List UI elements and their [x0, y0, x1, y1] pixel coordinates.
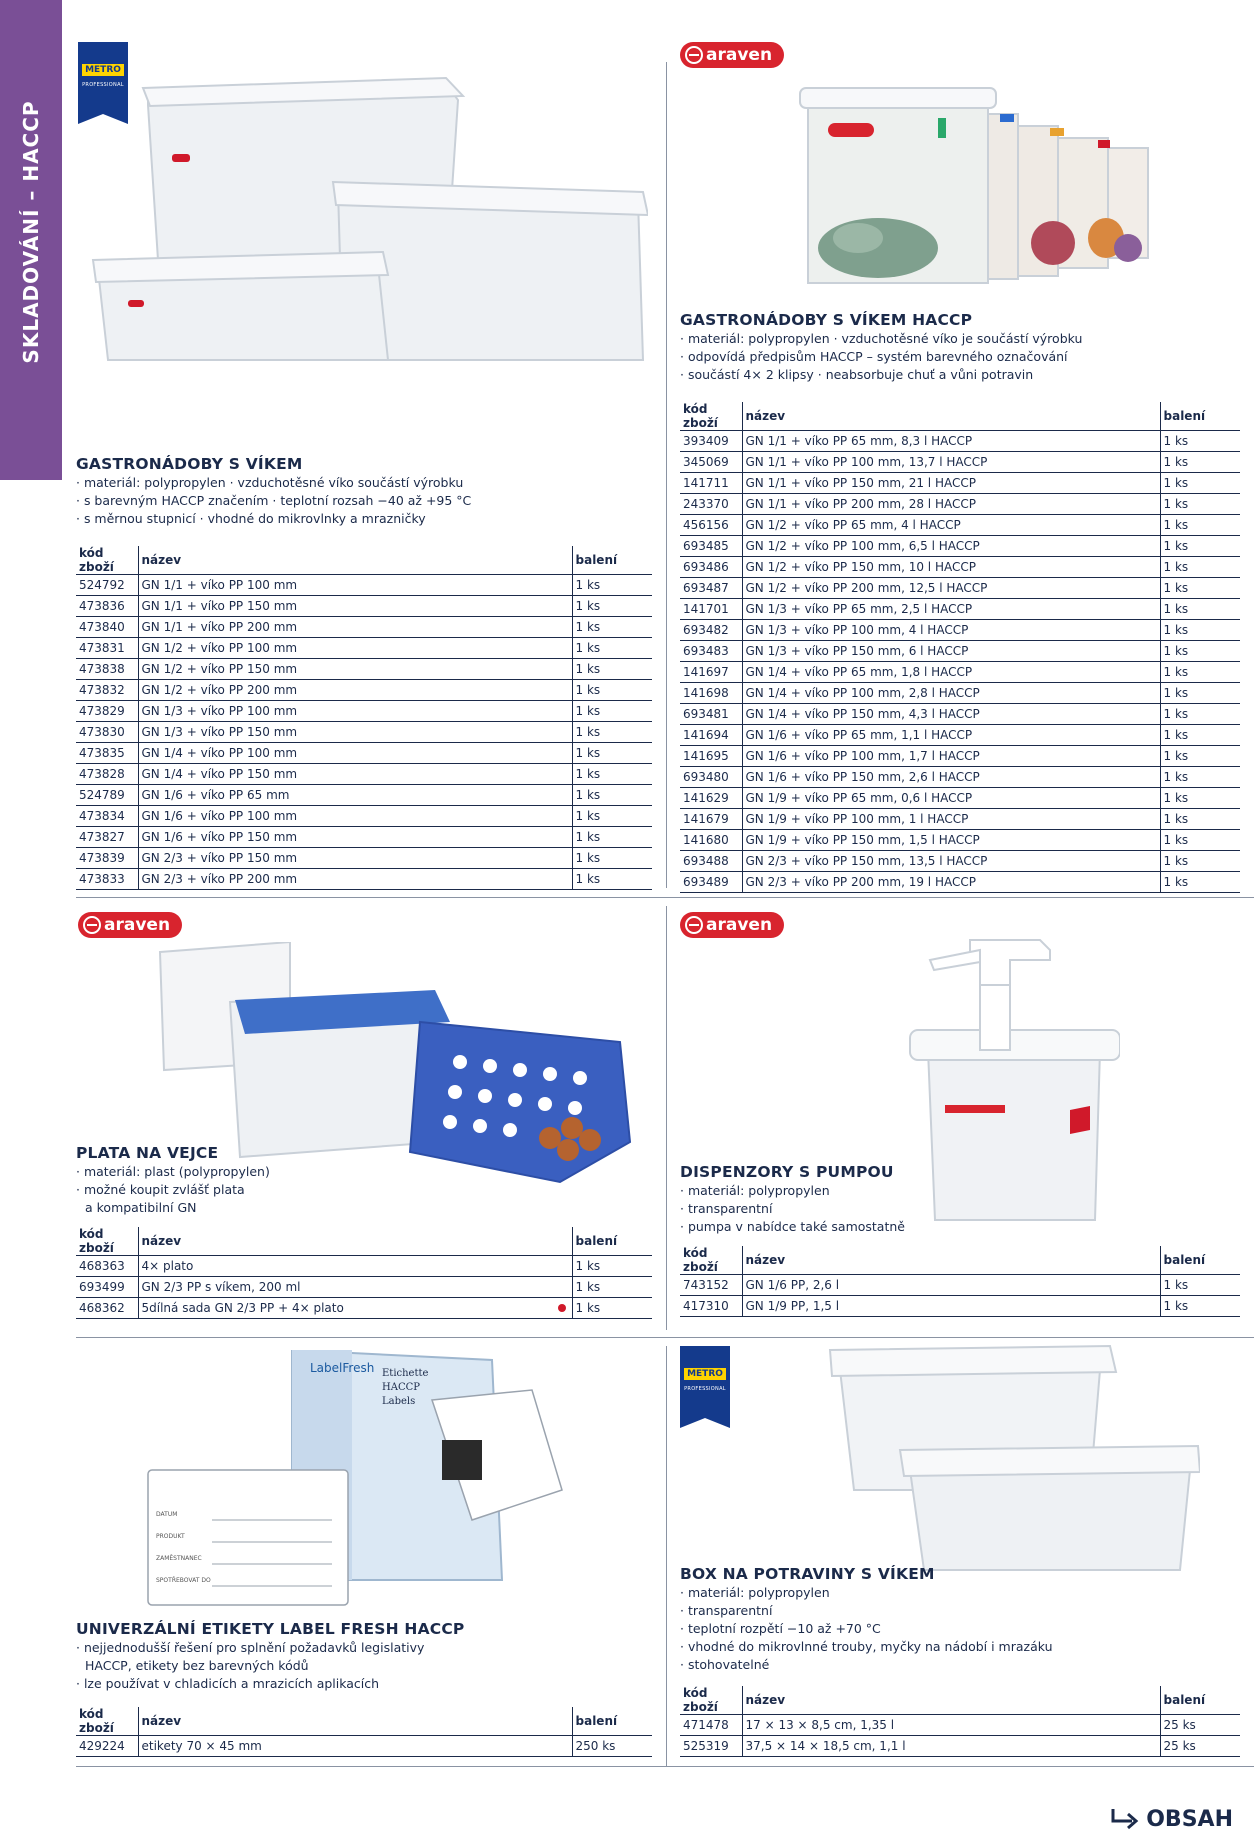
- product-name: etikety 70 × 45 mm: [138, 1736, 572, 1757]
- section-tab[interactable]: [0, 0, 62, 480]
- product-name: GN 1/1 + víko PP 200 mm, 28 l HACCP: [742, 494, 1160, 515]
- section-gastro-lid: [76, 455, 652, 890]
- section-pump-dispensers: [680, 1163, 1240, 1317]
- product-packaging: 1 ks: [572, 659, 652, 680]
- feature-line: · s měrnou stupnicí · vhodné do mikrovlnky a mrazničky: [76, 511, 426, 526]
- table-row: [680, 683, 1240, 704]
- product-code: 473829: [76, 701, 138, 722]
- product-code: 471478: [680, 1715, 742, 1736]
- araven-logo: araven: [680, 912, 784, 938]
- product-code: 473836: [76, 596, 138, 617]
- table-row: [680, 599, 1240, 620]
- product-code: 141697: [680, 662, 742, 683]
- product-code: 693482: [680, 620, 742, 641]
- column-header: balení: [572, 1707, 652, 1736]
- table-row: [680, 830, 1240, 851]
- feature-line: · lze používat v chladicích a mrazicích aplikacích: [76, 1676, 380, 1691]
- product-code: 473833: [76, 869, 138, 890]
- product-packaging: 250 ks: [572, 1736, 652, 1757]
- product-packaging: 1 ks: [1160, 452, 1240, 473]
- metro-logo-subtext: PROFESSIONAL: [684, 1386, 726, 1392]
- product-packaging: 25 ks: [1160, 1736, 1240, 1757]
- product-packaging: 1 ks: [572, 638, 652, 659]
- product-name: GN 1/2 + víko PP 200 mm: [138, 680, 572, 701]
- product-name: GN 1/6 + víko PP 150 mm: [138, 827, 572, 848]
- product-name: GN 1/3 + víko PP 150 mm: [138, 722, 572, 743]
- feature-line: a kompatibilní GN: [85, 1200, 197, 1215]
- column-header: název: [138, 1227, 552, 1256]
- metro-professional-logo: [680, 1346, 730, 1418]
- section-title: BOX NA POTRAVINY S VÍKEM: [680, 1565, 935, 1583]
- product-code: 525319: [680, 1736, 742, 1757]
- product-name: GN 2/3 + víko PP 150 mm, 13,5 l HACCP: [742, 851, 1160, 872]
- section-tab-label: SKLADOVÁNÍ – HACCP: [19, 100, 43, 364]
- feature-line: · materiál: polypropylen: [680, 1585, 830, 1600]
- product-table: [76, 546, 652, 890]
- product-code: 468362: [76, 1298, 138, 1319]
- product-code: 243370: [680, 494, 742, 515]
- product-packaging: 1 ks: [572, 764, 652, 785]
- product-packaging: 1 ks: [572, 1298, 652, 1319]
- labelfresh-product-image: [142, 1350, 642, 1610]
- product-packaging: 1 ks: [572, 827, 652, 848]
- product-name: GN 1/6 + víko PP 65 mm: [138, 785, 572, 806]
- product-code: 141680: [680, 830, 742, 851]
- product-code: 693486: [680, 557, 742, 578]
- column-header: balení: [1160, 402, 1240, 431]
- label-card-field: PRODUKT: [156, 1533, 185, 1540]
- product-code: 141698: [680, 683, 742, 704]
- product-code: 141711: [680, 473, 742, 494]
- feature-line: · nejjednodušší řešení pro splnění požadavků legislativy: [76, 1640, 425, 1655]
- labelfresh-box-title: Etichette: [382, 1368, 429, 1379]
- product-name: GN 1/9 PP, 1,5 l: [742, 1296, 1160, 1317]
- column-header: název: [742, 1686, 1160, 1715]
- product-code: 473831: [76, 638, 138, 659]
- product-packaging: 1 ks: [1160, 620, 1240, 641]
- column-header: kód zboží: [680, 1246, 742, 1275]
- contents-link-label: OBSAH: [1146, 1806, 1233, 1832]
- contents-link[interactable]: [1110, 1806, 1233, 1832]
- product-name: GN 1/1 + víko PP 65 mm, 8,3 l HACCP: [742, 431, 1160, 452]
- product-code: 141694: [680, 725, 742, 746]
- table-row: [680, 473, 1240, 494]
- product-name: GN 2/3 + víko PP 200 mm, 19 l HACCP: [742, 872, 1160, 893]
- product-name: GN 1/3 + víko PP 150 mm, 6 l HACCP: [742, 641, 1160, 662]
- product-code: 524792: [76, 575, 138, 596]
- column-header: název: [138, 546, 572, 575]
- product-name: GN 1/6 + víko PP 65 mm, 1,1 l HACCP: [742, 725, 1160, 746]
- table-row: [76, 680, 652, 701]
- product-code: 468363: [76, 1256, 138, 1277]
- product-code: 693489: [680, 872, 742, 893]
- product-packaging: 1 ks: [1160, 683, 1240, 704]
- product-name: GN 2/3 + víko PP 150 mm: [138, 848, 572, 869]
- red-dot-icon: [558, 1304, 566, 1312]
- table-row: [76, 659, 652, 680]
- table-row: [680, 767, 1240, 788]
- product-name: 5dílná sada GN 2/3 PP + 4× plato: [138, 1298, 552, 1319]
- product-code: 473827: [76, 827, 138, 848]
- haccp-containers-image: [788, 78, 1188, 288]
- product-table: [680, 1686, 1240, 1757]
- product-name: GN 1/1 + víko PP 100 mm, 13,7 l HACCP: [742, 452, 1160, 473]
- section-food-box: [680, 1565, 1240, 1757]
- table-row: [76, 596, 652, 617]
- table-row: [680, 1296, 1240, 1317]
- table-row: [680, 809, 1240, 830]
- column-divider: [666, 1346, 667, 1766]
- product-code: 693480: [680, 767, 742, 788]
- contents-arrow-icon: [1110, 1806, 1140, 1832]
- product-code: 693499: [76, 1277, 138, 1298]
- column-header: kód zboží: [76, 1707, 138, 1736]
- label-card-field: ZAMĚSTNANEC: [156, 1555, 202, 1562]
- product-packaging: 1 ks: [572, 848, 652, 869]
- product-code: 141679: [680, 809, 742, 830]
- section-title: DISPENZORY S PUMPOU: [680, 1163, 894, 1181]
- column-header: kód zboží: [76, 546, 138, 575]
- flag-cell: [552, 1256, 572, 1277]
- label-card-field: DATUM: [156, 1511, 178, 1518]
- product-packaging: 1 ks: [572, 743, 652, 764]
- table-row: [680, 515, 1240, 536]
- product-name: GN 1/1 + víko PP 150 mm, 21 l HACCP: [742, 473, 1160, 494]
- product-name: GN 1/2 + víko PP 150 mm, 10 l HACCP: [742, 557, 1160, 578]
- table-row: [680, 872, 1240, 893]
- product-code: 693487: [680, 578, 742, 599]
- table-row: [76, 575, 652, 596]
- product-packaging: 25 ks: [1160, 1715, 1240, 1736]
- table-row: [76, 617, 652, 638]
- table-row: [76, 743, 652, 764]
- feature-line: · materiál: polypropylen · vzduchotěsné víko součástí výrobku: [76, 475, 464, 490]
- section-title: PLATA NA VEJCE: [76, 1144, 219, 1162]
- product-name: GN 1/3 + víko PP 100 mm: [138, 701, 572, 722]
- product-packaging: 1 ks: [1160, 515, 1240, 536]
- table-row: [76, 848, 652, 869]
- labelfresh-box-title: HACCP: [382, 1382, 420, 1393]
- product-code: 473839: [76, 848, 138, 869]
- product-packaging: 1 ks: [572, 869, 652, 890]
- product-name: GN 1/3 + víko PP 100 mm, 4 l HACCP: [742, 620, 1160, 641]
- table-row: [76, 1277, 652, 1298]
- feature-line: · transparentní: [680, 1201, 773, 1216]
- araven-logo: araven: [680, 42, 784, 68]
- table-row: [680, 704, 1240, 725]
- column-header: kód zboží: [680, 402, 742, 431]
- table-row: [76, 1736, 652, 1757]
- product-packaging: 1 ks: [1160, 746, 1240, 767]
- product-name: GN 1/6 PP, 2,6 l: [742, 1275, 1160, 1296]
- column-divider: [666, 62, 667, 888]
- product-name: GN 1/2 + víko PP 100 mm: [138, 638, 572, 659]
- product-code: 417310: [680, 1296, 742, 1317]
- feature-line: · transparentní: [680, 1603, 773, 1618]
- column-header: název: [138, 1707, 572, 1736]
- product-packaging: 1 ks: [1160, 662, 1240, 683]
- product-table: [680, 402, 1240, 893]
- table-row: [76, 806, 652, 827]
- feature-line: · možné koupit zvlášť plata: [76, 1182, 245, 1197]
- table-row: [680, 1275, 1240, 1296]
- product-packaging: 1 ks: [1160, 704, 1240, 725]
- product-code: 743152: [680, 1275, 742, 1296]
- araven-emblem-icon: [83, 916, 101, 934]
- product-name: GN 1/2 + víko PP 200 mm, 12,5 l HACCP: [742, 578, 1160, 599]
- product-code: 473840: [76, 617, 138, 638]
- product-packaging: 1 ks: [1160, 431, 1240, 452]
- product-name: GN 1/4 + víko PP 100 mm: [138, 743, 572, 764]
- section-title: GASTRONÁDOBY S VÍKEM: [76, 455, 303, 473]
- table-row: [680, 578, 1240, 599]
- product-packaging: 1 ks: [1160, 767, 1240, 788]
- column-header: balení: [1160, 1686, 1240, 1715]
- table-row: [76, 1256, 652, 1277]
- product-name: GN 1/2 + víko PP 100 mm, 6,5 l HACCP: [742, 536, 1160, 557]
- product-packaging: 1 ks: [1160, 788, 1240, 809]
- product-name: GN 1/9 + víko PP 65 mm, 0,6 l HACCP: [742, 788, 1160, 809]
- feature-line: · teplotní rozpětí −10 až +70 °C: [680, 1621, 881, 1636]
- feature-line: · vhodné do mikrovlnné trouby, myčky na nádobí i mrazáku: [680, 1639, 1053, 1654]
- column-header: balení: [1160, 1246, 1240, 1275]
- product-name: 37,5 × 14 × 18,5 cm, 1,1 l: [742, 1736, 1160, 1757]
- table-row: [680, 851, 1240, 872]
- product-code: 524789: [76, 785, 138, 806]
- table-row: [680, 725, 1240, 746]
- flag-cell: [552, 1298, 572, 1319]
- product-name: GN 1/6 + víko PP 100 mm, 1,7 l HACCP: [742, 746, 1160, 767]
- product-packaging: 1 ks: [572, 596, 652, 617]
- product-code: 693485: [680, 536, 742, 557]
- product-code: 345069: [680, 452, 742, 473]
- product-code: 456156: [680, 515, 742, 536]
- product-name: GN 2/3 PP s víkem, 200 ml: [138, 1277, 552, 1298]
- product-packaging: 1 ks: [1160, 641, 1240, 662]
- product-name: GN 1/9 + víko PP 150 mm, 1,5 l HACCP: [742, 830, 1160, 851]
- section-divider: [76, 1337, 1254, 1338]
- product-code: 473830: [76, 722, 138, 743]
- product-code: 473828: [76, 764, 138, 785]
- section-title: UNIVERZÁLNÍ ETIKETY LABEL FRESH HACCP: [76, 1620, 465, 1638]
- column-header: kód zboží: [680, 1686, 742, 1715]
- product-table: [76, 1707, 652, 1757]
- table-row: [680, 788, 1240, 809]
- feature-line: HACCP, etikety bez barevných kódů: [85, 1658, 309, 1673]
- product-packaging: 1 ks: [1160, 578, 1240, 599]
- table-row: [680, 662, 1240, 683]
- table-row: [680, 641, 1240, 662]
- product-code: 429224: [76, 1736, 138, 1757]
- metro-logo-subtext: PROFESSIONAL: [82, 82, 124, 88]
- column-header: balení: [572, 1227, 652, 1256]
- araven-emblem-icon: [685, 46, 703, 64]
- product-packaging: 1 ks: [1160, 809, 1240, 830]
- metro-logo-text: METRO: [82, 64, 124, 76]
- product-packaging: 1 ks: [1160, 1296, 1240, 1317]
- labelfresh-box-title: Labels: [382, 1396, 416, 1407]
- product-name: 4× plato: [138, 1256, 552, 1277]
- product-packaging: 1 ks: [572, 680, 652, 701]
- table-row: [680, 536, 1240, 557]
- product-name: GN 1/4 + víko PP 100 mm, 2,8 l HACCP: [742, 683, 1160, 704]
- product-code: 141695: [680, 746, 742, 767]
- product-packaging: 1 ks: [572, 1256, 652, 1277]
- product-code: 473834: [76, 806, 138, 827]
- product-packaging: 1 ks: [1160, 557, 1240, 578]
- araven-emblem-icon: [685, 916, 703, 934]
- product-packaging: 1 ks: [1160, 851, 1240, 872]
- product-packaging: 1 ks: [1160, 872, 1240, 893]
- product-packaging: 1 ks: [1160, 536, 1240, 557]
- product-packaging: 1 ks: [1160, 473, 1240, 494]
- araven-logo: araven: [78, 912, 182, 938]
- section-divider: [76, 897, 1254, 898]
- product-code: 393409: [680, 431, 742, 452]
- product-code: 473835: [76, 743, 138, 764]
- section-gastro-haccp: [680, 311, 1240, 893]
- product-packaging: 1 ks: [572, 1277, 652, 1298]
- flag-cell: [552, 1277, 572, 1298]
- table-row: [76, 1298, 652, 1319]
- product-table: [680, 1246, 1240, 1317]
- product-packaging: 1 ks: [572, 575, 652, 596]
- table-row: [76, 764, 652, 785]
- table-row: [76, 701, 652, 722]
- label-card-field: SPOTŘEBOVAT DO: [156, 1577, 211, 1584]
- column-divider: [666, 906, 667, 1330]
- product-name: GN 1/3 + víko PP 65 mm, 2,5 l HACCP: [742, 599, 1160, 620]
- food-box-image: [820, 1340, 1200, 1580]
- labelfresh-box-brand: LabelFresh: [310, 1361, 375, 1375]
- gastro-containers-image: [88, 70, 648, 370]
- feature-line: · s barevným HACCP značením · teplotní rozsah −40 až +95 °C: [76, 493, 472, 508]
- table-row: [680, 494, 1240, 515]
- section-title: GASTRONÁDOBY S VÍKEM HACCP: [680, 311, 973, 329]
- column-header: balení: [572, 546, 652, 575]
- column-header: kód zboží: [76, 1227, 138, 1256]
- product-packaging: 1 ks: [572, 701, 652, 722]
- product-name: GN 1/4 + víko PP 150 mm, 4,3 l HACCP: [742, 704, 1160, 725]
- product-packaging: 1 ks: [1160, 494, 1240, 515]
- product-code: 693488: [680, 851, 742, 872]
- product-packaging: 1 ks: [1160, 725, 1240, 746]
- product-packaging: 1 ks: [572, 722, 652, 743]
- product-code: 693483: [680, 641, 742, 662]
- product-packaging: 1 ks: [572, 785, 652, 806]
- feature-line: · odpovídá předpisům HACCP – systém barevného označování: [680, 349, 1068, 364]
- product-code: 473832: [76, 680, 138, 701]
- product-code: 693481: [680, 704, 742, 725]
- product-name: GN 1/6 + víko PP 100 mm: [138, 806, 572, 827]
- product-name: GN 1/9 + víko PP 100 mm, 1 l HACCP: [742, 809, 1160, 830]
- feature-line: · součástí 4× 2 klipsy · neabsorbuje chuť a vůni potravin: [680, 367, 1034, 382]
- metro-logo-text: METRO: [684, 1368, 726, 1380]
- table-row: [76, 785, 652, 806]
- product-name: GN 1/6 + víko PP 150 mm, 2,6 l HACCP: [742, 767, 1160, 788]
- table-row: [680, 746, 1240, 767]
- product-packaging: 1 ks: [572, 617, 652, 638]
- column-header: název: [742, 1246, 1160, 1275]
- feature-line: · pumpa v nabídce také samostatně: [680, 1219, 905, 1234]
- product-table: [76, 1227, 652, 1319]
- product-packaging: 1 ks: [1160, 599, 1240, 620]
- product-packaging: 1 ks: [1160, 830, 1240, 851]
- product-name: GN 1/1 + víko PP 200 mm: [138, 617, 572, 638]
- product-name: GN 1/4 + víko PP 150 mm: [138, 764, 572, 785]
- feature-line: · materiál: polypropylen: [680, 1183, 830, 1198]
- product-code: 141701: [680, 599, 742, 620]
- feature-line: · materiál: plast (polypropylen): [76, 1164, 270, 1179]
- table-row: [680, 1736, 1240, 1757]
- table-row: [680, 452, 1240, 473]
- feature-line: · stohovatelné: [680, 1657, 770, 1672]
- product-name: GN 1/2 + víko PP 65 mm, 4 l HACCP: [742, 515, 1160, 536]
- product-name: GN 1/1 + víko PP 150 mm: [138, 596, 572, 617]
- section-label-fresh: [76, 1620, 652, 1757]
- table-row: [680, 557, 1240, 578]
- product-packaging: 1 ks: [572, 806, 652, 827]
- section-egg-trays: [76, 1144, 652, 1319]
- product-name: 17 × 13 × 8,5 cm, 1,35 l: [742, 1715, 1160, 1736]
- column-header: název: [742, 402, 1160, 431]
- table-row: [76, 827, 652, 848]
- table-row: [76, 869, 652, 890]
- table-row: [680, 620, 1240, 641]
- product-packaging: 1 ks: [1160, 1275, 1240, 1296]
- feature-line: · materiál: polypropylen · vzduchotěsné víko je součástí výrobku: [680, 331, 1083, 346]
- product-code: 473838: [76, 659, 138, 680]
- product-name: GN 2/3 + víko PP 200 mm: [138, 869, 572, 890]
- table-row: [76, 722, 652, 743]
- product-name: GN 1/4 + víko PP 65 mm, 1,8 l HACCP: [742, 662, 1160, 683]
- product-name: GN 1/2 + víko PP 150 mm: [138, 659, 572, 680]
- product-name: GN 1/1 + víko PP 100 mm: [138, 575, 572, 596]
- product-code: 141629: [680, 788, 742, 809]
- table-row: [680, 1715, 1240, 1736]
- section-divider: [76, 1766, 1254, 1767]
- table-row: [680, 431, 1240, 452]
- table-row: [76, 638, 652, 659]
